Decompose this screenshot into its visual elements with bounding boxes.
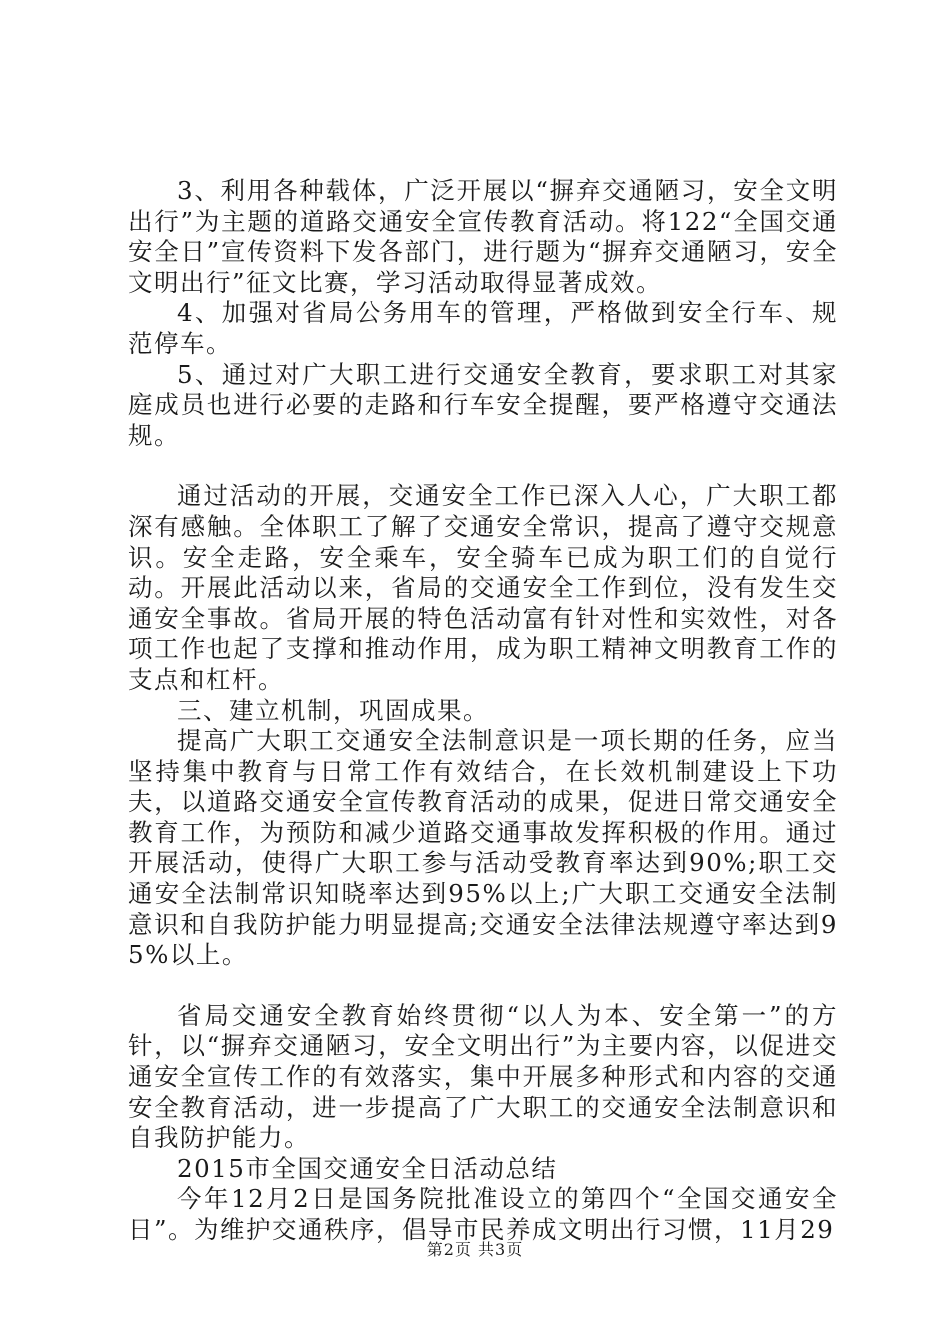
paragraph-intro: 今年12月2日是国务院批准设立的第四个“全国交通安全日”。为维护交通秩序，倡导市民养成文明出行习惯，11月29 [128,1184,838,1244]
paragraph-item-4: 4、加强对省局公务用车的管理，严格做到安全行车、规范停车。 [128,298,838,358]
paragraph-conclusion: 省局交通安全教育始终贯彻“以人为本、安全第一”的方针，以“摒弃交通陋习，安全文明出行”为主要内容，以促进交通安全宣传工作的有效落实，集中开展多种形式和内容的交通安全教育活动，进一步提高了广大职工的交通安全法制意识和自我防护能力。 [128,1000,838,1153]
paragraph-item-3: 3、利用各种载体，广泛开展以“摒弃交通陋习，安全文明出行”为主题的道路交通安全宣传教育活动。将122“全国交通安全日”宣传资料下发各部门，进行题为“摒弃交通陋习，安全文明出行”征文比赛，学习活动取得显著成效。 [128,176,838,297]
paragraph-mechanism: 提高广大职工交通安全法制意识是一项长期的任务，应当坚持集中教育与日常工作有效结合，在长效机制建设上下功夫，以道路交通安全宣传教育活动的成果，促进日常交通安全教育工作，为预防和减少道路交通事故发挥积极的作用。通过开展活动，使得广大职工参与活动受教育率达到90%;职工交通安全法制常识知晓率达到95%以上;广大职工交通安全法制意识和自我防护能力明显提高;交通安全法律法规遵守率达到95%以上。 [128,726,838,970]
section-heading-mechanism: 三、建立机制，巩固成果。 [177,695,489,725]
page-footer: 第2页 共3页 [426,1240,524,1259]
paragraph-item-5: 5、通过对广大职工进行交通安全教育，要求职工对其家庭成员也进行必要的走路和行车安全提醒，要严格遵守交通法规。 [128,359,838,450]
document-body [128,176,838,1246]
paragraph-activity-results: 通过活动的开展，交通安全工作已深入人心，广大职工都深有感触。全体职工了解了交通安全常识，提高了遵守交规意识。安全走路，安全乘车，安全骑车已成为职工们的自觉行动。开展此活动以来，省局的交通安全工作到位，没有发生交通安全事故。省局开展的特色活动富有针对性和实效性，对各项工作也起了支撑和推动作用，成为职工精神文明教育工作的支点和杠杆。 [128,481,838,694]
article-title: 2015市全国交通安全日活动总结 [177,1153,558,1183]
